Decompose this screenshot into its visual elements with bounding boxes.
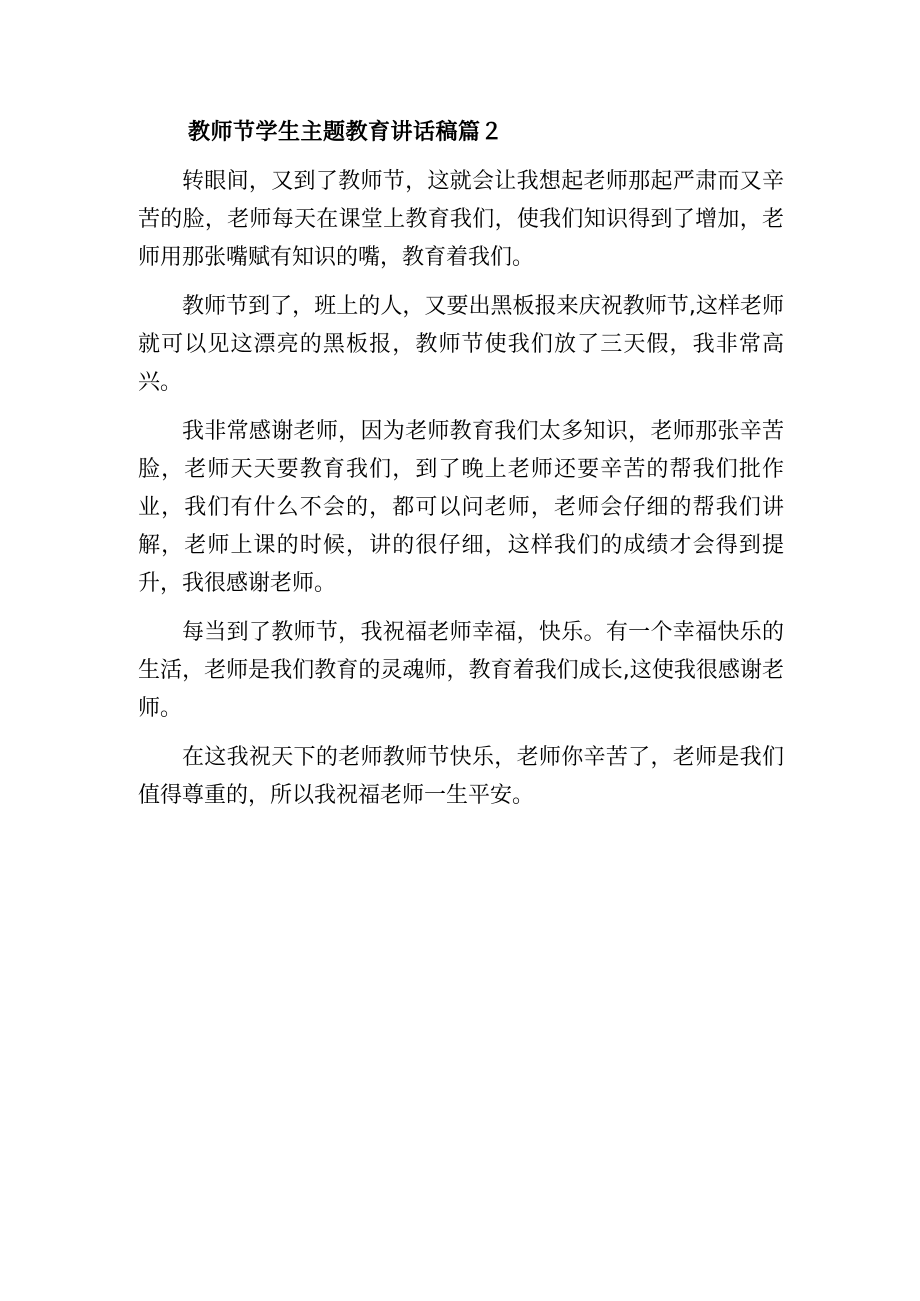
- paragraph-4: 每当到了教师节，我祝福老师幸福，快乐。有一个幸福快乐的生活，老师是我们教育的灵魂师，教育着我们成长,这使我很感谢老师。: [138, 620, 784, 721]
- paragraph-5: 在这我祝天下的老师教师节快乐，老师你辛苦了，老师是我们值得尊重的，所以我祝福老师一生平安。: [138, 745, 784, 808]
- paragraph-2: 教师节到了，班上的人，又要出黑板报来庆祝教师节,这样老师就可以见这漂亮的黑板报，教师节使我们放了三天假，我非常高兴。: [138, 294, 784, 395]
- document-title: 教师节学生主题教育讲话稿篇２: [188, 120, 504, 145]
- paragraph-1: 转眼间，又到了教师节，这就会让我想起老师那起严肃而又辛苦的脸，老师每天在课堂上教育我们，使我们知识得到了增加，老师用那张嘴赋有知识的嘴，教育着我们。: [138, 169, 784, 270]
- paragraph-3: 我非常感谢老师，因为老师教育我们太多知识，老师那张辛苦脸，老师天天要教育我们，到了晚上老师还要辛苦的帮我们批作业，我们有什么不会的，都可以问老师，老师会仔细的帮我们讲解，老师上课的时候，讲的很仔细，这样我们的成绩才会得到提升，我很感谢老师。: [138, 419, 784, 596]
- document-body: [138, 163, 784, 826]
